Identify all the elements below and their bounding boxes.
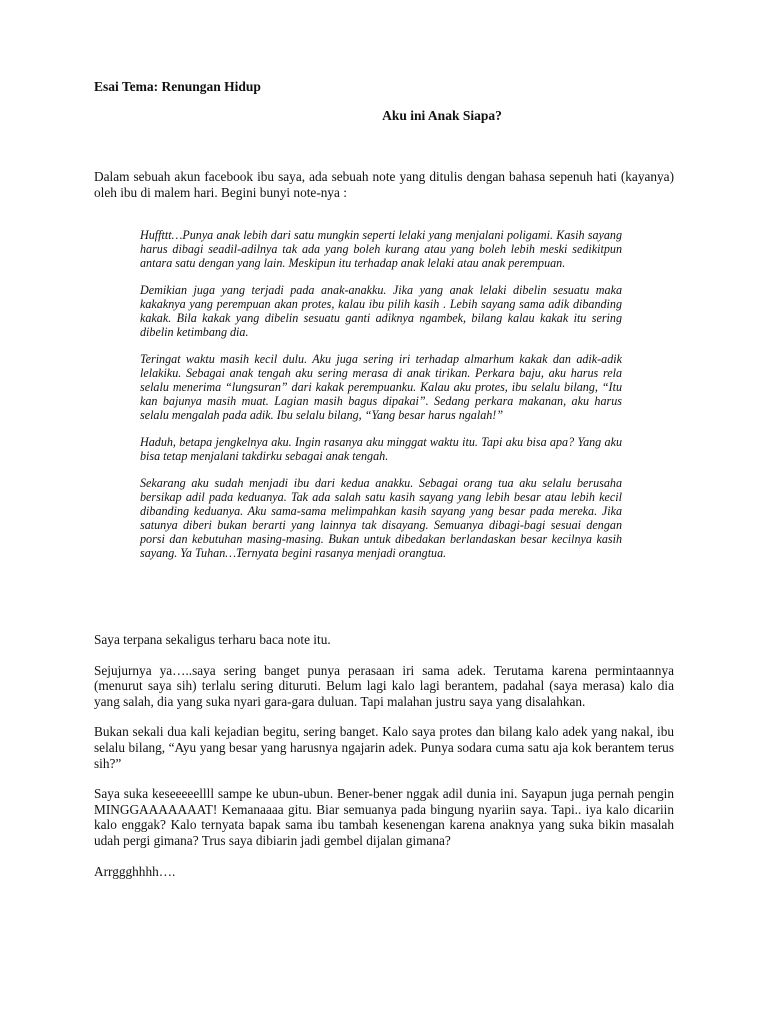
note-paragraph: Haduh, betapa jengkelnya aku. Ingin rasanya aku minggat waktu itu. Tapi aku bisa apa? Yang aku bisa tetap menjalani takdirku sebagai anak tengah. <box>140 435 622 463</box>
note-paragraph: Teringat waktu masih kecil dulu. Aku juga sering iri terhadap almarhum kakak dan adik-adik lelakiku. Sebagai anak tengah aku sering merasa di anak tirikan. Perkara baju, aku harus rela selalu menerima “lungsuran” dari kakak perempuanku. Kalau aku protes, ibu selalu bilang, “Itu kan bajunya masih muat. Lagian masih bagus dipakai”. Sedang perkara makanan, aku harus selalu mengalah pada adik. Ibu selalu bilang, “Yang besar harus ngalah!” <box>140 352 622 422</box>
note-paragraph: Sekarang aku sudah menjadi ibu dari kedua anakku. Sebagai orang tua aku selalu berusaha bersikap adil pada keduanya. Tak ada salah satu kasih sayang yang lebih besar atau lebih kecil dibanding keduanya. Aku sama-sama melimpahkan kasih sayang yang besar pada mereka. Jika satunya diberi bukan berarti yang lainnya tak disayang. Semuanya dibagi-bagi sesuai dengan porsi dan kebutuhan masing-masing. Bukan untuk dibedakan berlandaskan besar kecilnya kasih sayang. Ya Tuhan…Ternyata begini rasanya menjadi orangtua. <box>140 476 622 560</box>
body-paragraph: Arrggghhhh…. <box>94 863 176 879</box>
intro-paragraph: Dalam sebuah akun facebook ibu saya, ada sebuah note yang ditulis dengan bahasa sepenuh hati (kayanya) oleh ibu di malem hari. Begini bunyi note-nya : <box>94 169 674 200</box>
essay-theme-heading: Esai Tema: Renungan Hidup <box>94 79 261 94</box>
body-paragraph: Sejujurnya ya…..saya sering banget punya perasaan iri sama adek. Terutama karena permintaannya (menurut saya sih) terlalu sering dituruti. Belum lagi kalo lagi berantem, padahal (saya merasa) kalo dia yang salah, dia yang suka nyari gara-gara duluan. Tapi malahan justru saya yang disalahkan. <box>94 662 674 709</box>
body-paragraph: Saya terpana sekaligus terharu baca note itu. <box>94 632 331 647</box>
quoted-note <box>140 228 622 573</box>
intro-section <box>94 169 674 200</box>
body-paragraph: Saya suka keseeeeellll sampe ke ubun-ubun. Bener-bener nggak adil dunia ini. Sayapun juga pernah pengin MINGGAAAAAAAT! Kemanaaaa gitu. Biar semuanya pada bingung nyariin saya. Tapi.. iya kalo dicariin kalo enggak? Kalo ternyata bapak sama ibu tambah kesenengan karena anaknya yang suka bikin masalah udah pergi gimana? Trus saya dibiarin jadi gembel dijalan gimana? <box>94 786 674 848</box>
note-paragraph: Demikian juga yang terjadi pada anak-anakku. Jika yang anak lelaki dibelin sesuatu maka kakaknya yang perempuan akan protes, kalau ibu pilih kasih . Lebih sayang sama adik dibanding kakak. Bila kakak yang dibelin sesuatu ganti adiknya ngambek, bilang kalau kakak itu sering dibelin ketimbang dia. <box>140 283 622 339</box>
note-paragraph: Huffttt…Punya anak lebih dari satu mungkin seperti lelaki yang menjalani poligami. Kasih sayang harus dibagi seadil-adilnya tak ada yang boleh kurang atau yang boleh lebih meski sedikitpun antara satu dengan yang lain. Meskipun itu terhadap anak lelaki atau anak perempuan. <box>140 228 622 270</box>
closing-section <box>94 632 674 894</box>
body-paragraph: Bukan sekali dua kali kejadian begitu, sering banget. Kalo saya protes dan bilang kalo adek yang nakal, ibu selalu bilang, “Ayu yang besar yang harusnya ngajarin adek. Punya sodara cuma satu aja kok berantem terus sih?” <box>94 724 674 771</box>
essay-title: Aku ini Anak Siapa? <box>382 108 502 123</box>
